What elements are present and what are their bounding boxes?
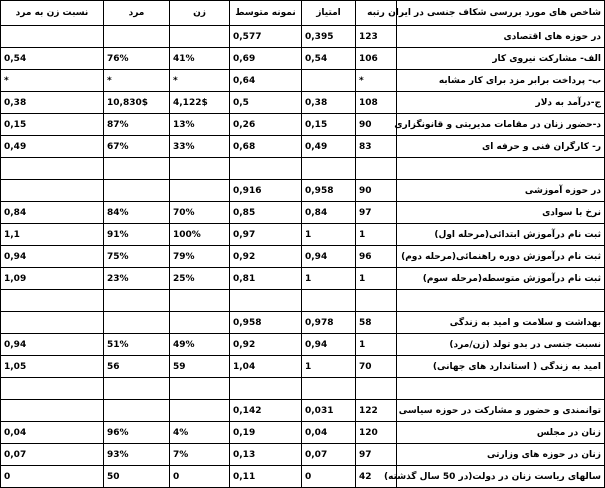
table-row [1, 136, 605, 158]
cell-rank: 97 [356, 202, 397, 224]
cell-rank: 97 [356, 444, 397, 466]
table-row [1, 180, 605, 202]
cell-ratio: 0,04 [1, 422, 104, 444]
cell-ratio: * [1, 70, 104, 92]
cell-rank: * [356, 70, 397, 92]
cell-indicator: ج-درآمد به دلار [397, 92, 605, 114]
cell-score: 0,49 [302, 136, 356, 158]
cell-men [104, 158, 170, 180]
cell-avg-sample: 0,958 [230, 312, 302, 334]
cell-men [104, 378, 170, 400]
cell-rank: 120 [356, 422, 397, 444]
cell-avg-sample: 0,142 [230, 400, 302, 422]
cell-rank: 1 [356, 268, 397, 290]
cell-indicator: بهداشت و سلامت و امید به زندگی [397, 312, 605, 334]
cell-men: 50 [104, 466, 170, 488]
cell-score [302, 290, 356, 312]
cell-ratio: 0,94 [1, 334, 104, 356]
cell-rank: 1 [356, 224, 397, 246]
table-row [1, 158, 605, 180]
cell-ratio: 1,1 [1, 224, 104, 246]
cell-avg-sample: 0,81 [230, 268, 302, 290]
cell-men: 84% [104, 202, 170, 224]
cell-rank: 96 [356, 246, 397, 268]
cell-indicator: سالهای ریاست زنان در دولت(در 50 سال گذشته) [397, 466, 605, 488]
cell-avg-sample: 0,916 [230, 180, 302, 202]
header-row [1, 1, 605, 26]
header-ratio: نسبت زن به مرد [1, 1, 104, 26]
cell-score: 0,38 [302, 92, 356, 114]
table-row [1, 466, 605, 488]
header-women: زن [170, 1, 230, 26]
table-row [1, 378, 605, 400]
cell-indicator [397, 158, 605, 180]
cell-women: 41% [170, 48, 230, 70]
cell-men: 67% [104, 136, 170, 158]
cell-men: 87% [104, 114, 170, 136]
table-row [1, 26, 605, 48]
cell-rank: 83 [356, 136, 397, 158]
cell-men [104, 290, 170, 312]
cell-indicator: الف- مشارکت نیروی کار [397, 48, 605, 70]
cell-ratio [1, 180, 104, 202]
cell-score: 0,04 [302, 422, 356, 444]
cell-indicator: نسبت جنسی در بدو تولد (زن/مرد) [397, 334, 605, 356]
cell-indicator: ر- کارگران فنی و حرفه ای [397, 136, 605, 158]
header-men: مرد [104, 1, 170, 26]
cell-indicator: ثبت نام درآموزش دوره راهنمائی(مرحله دوم) [397, 246, 605, 268]
cell-score: 0 [302, 466, 356, 488]
cell-ratio [1, 290, 104, 312]
cell-men: 93% [104, 444, 170, 466]
cell-rank: 1 [356, 334, 397, 356]
table-row [1, 92, 605, 114]
cell-ratio: 0,38 [1, 92, 104, 114]
cell-men: 10,830$ [104, 92, 170, 114]
cell-rank [356, 378, 397, 400]
cell-women [170, 400, 230, 422]
table-row [1, 202, 605, 224]
cell-rank: 90 [356, 114, 397, 136]
cell-indicator [397, 378, 605, 400]
cell-ratio: 0,94 [1, 246, 104, 268]
header-indicator: شاخص های مورد بررسی شکاف جنسی در ایران [397, 1, 605, 26]
table-row [1, 48, 605, 70]
cell-indicator: ب- پرداخت برابر مزد برای کار مشابه [397, 70, 605, 92]
cell-men: 96% [104, 422, 170, 444]
cell-avg-sample: 0,69 [230, 48, 302, 70]
table-row [1, 422, 605, 444]
cell-rank: 58 [356, 312, 397, 334]
cell-rank: 106 [356, 48, 397, 70]
cell-men [104, 400, 170, 422]
cell-score: 0,94 [302, 246, 356, 268]
cell-ratio [1, 158, 104, 180]
cell-rank: 122 [356, 400, 397, 422]
cell-avg-sample: 0,92 [230, 334, 302, 356]
cell-women [170, 312, 230, 334]
cell-score: 0,54 [302, 48, 356, 70]
cell-ratio [1, 312, 104, 334]
cell-women: 25% [170, 268, 230, 290]
cell-women: 79% [170, 246, 230, 268]
cell-ratio: 0 [1, 466, 104, 488]
cell-men: 23% [104, 268, 170, 290]
cell-avg-sample [230, 158, 302, 180]
table-row [1, 312, 605, 334]
table-row [1, 290, 605, 312]
cell-indicator: زنان در حوزه های وزارتی [397, 444, 605, 466]
cell-indicator: ثبت نام درآموزش ابتدائی(مرحله اول) [397, 224, 605, 246]
cell-avg-sample [230, 378, 302, 400]
cell-avg-sample [230, 290, 302, 312]
cell-women: 4,122$ [170, 92, 230, 114]
cell-ratio [1, 400, 104, 422]
cell-rank: 70 [356, 356, 397, 378]
cell-women [170, 290, 230, 312]
cell-indicator: در حوزه های اقتصادی [397, 26, 605, 48]
cell-women: 49% [170, 334, 230, 356]
cell-indicator: ثبت نام درآموزش متوسطه(مرحله سوم) [397, 268, 605, 290]
cell-women: 4% [170, 422, 230, 444]
cell-avg-sample: 0,577 [230, 26, 302, 48]
cell-men: 91% [104, 224, 170, 246]
cell-avg-sample: 0,85 [230, 202, 302, 224]
cell-women [170, 26, 230, 48]
header-avg-sample: نمونه متوسط [230, 1, 302, 26]
cell-men: 56 [104, 356, 170, 378]
cell-rank [356, 290, 397, 312]
cell-score: 0,958 [302, 180, 356, 202]
cell-score: 0,031 [302, 400, 356, 422]
table-row [1, 70, 605, 92]
cell-rank: 90 [356, 180, 397, 202]
table-row [1, 224, 605, 246]
cell-avg-sample: 0,13 [230, 444, 302, 466]
cell-score: 1 [302, 356, 356, 378]
cell-women: 0 [170, 466, 230, 488]
cell-women: 33% [170, 136, 230, 158]
cell-women [170, 180, 230, 202]
cell-rank: 42 [356, 466, 397, 488]
cell-score: 1 [302, 224, 356, 246]
cell-women [170, 158, 230, 180]
cell-men: 51% [104, 334, 170, 356]
cell-score: 0,978 [302, 312, 356, 334]
cell-women: * [170, 70, 230, 92]
cell-ratio: 1,09 [1, 268, 104, 290]
cell-indicator: زنان در مجلس [397, 422, 605, 444]
cell-women: 70% [170, 202, 230, 224]
table-row [1, 114, 605, 136]
table-row [1, 268, 605, 290]
cell-score: 0,07 [302, 444, 356, 466]
cell-ratio: 0,07 [1, 444, 104, 466]
cell-ratio: 0,15 [1, 114, 104, 136]
cell-avg-sample: 0,97 [230, 224, 302, 246]
cell-men [104, 312, 170, 334]
cell-ratio: 1,05 [1, 356, 104, 378]
cell-avg-sample: 0,92 [230, 246, 302, 268]
cell-indicator: امید به زندگی ( استاندارد های جهانی) [397, 356, 605, 378]
cell-ratio: 0,49 [1, 136, 104, 158]
cell-women: 59 [170, 356, 230, 378]
cell-men [104, 180, 170, 202]
cell-women [170, 378, 230, 400]
cell-indicator: د-حضور زنان در مقامات مدیریتی و قانونگزاری [397, 114, 605, 136]
cell-avg-sample: 0,5 [230, 92, 302, 114]
header-rank: رتبه [356, 1, 397, 26]
cell-women: 100% [170, 224, 230, 246]
table-row [1, 334, 605, 356]
cell-score: 0,15 [302, 114, 356, 136]
cell-score [302, 158, 356, 180]
cell-avg-sample: 0,68 [230, 136, 302, 158]
cell-men: 76% [104, 48, 170, 70]
cell-avg-sample: 0,64 [230, 70, 302, 92]
cell-women: 13% [170, 114, 230, 136]
cell-ratio [1, 378, 104, 400]
cell-rank: 108 [356, 92, 397, 114]
cell-men: 75% [104, 246, 170, 268]
cell-indicator: نرخ با سوادی [397, 202, 605, 224]
cell-ratio: 0,54 [1, 48, 104, 70]
cell-score: 1 [302, 268, 356, 290]
table-row [1, 400, 605, 422]
cell-avg-sample: 0,19 [230, 422, 302, 444]
table-row [1, 246, 605, 268]
cell-indicator: در حوزه آموزشی [397, 180, 605, 202]
cell-ratio: 0,84 [1, 202, 104, 224]
cell-score [302, 70, 356, 92]
cell-score: 0,94 [302, 334, 356, 356]
cell-rank: 123 [356, 26, 397, 48]
cell-men [104, 26, 170, 48]
table-row [1, 356, 605, 378]
cell-avg-sample: 1,04 [230, 356, 302, 378]
cell-men: * [104, 70, 170, 92]
cell-women: 7% [170, 444, 230, 466]
cell-avg-sample: 0,26 [230, 114, 302, 136]
cell-rank [356, 158, 397, 180]
cell-indicator [397, 290, 605, 312]
cell-ratio [1, 26, 104, 48]
table-row [1, 444, 605, 466]
cell-score: 0,395 [302, 26, 356, 48]
cell-score: 0,84 [302, 202, 356, 224]
cell-avg-sample: 0,11 [230, 466, 302, 488]
cell-score [302, 378, 356, 400]
header-score: امتیاز [302, 1, 356, 26]
cell-indicator: توانمندی و حضور و مشارکت در حوزه سیاسی [397, 400, 605, 422]
